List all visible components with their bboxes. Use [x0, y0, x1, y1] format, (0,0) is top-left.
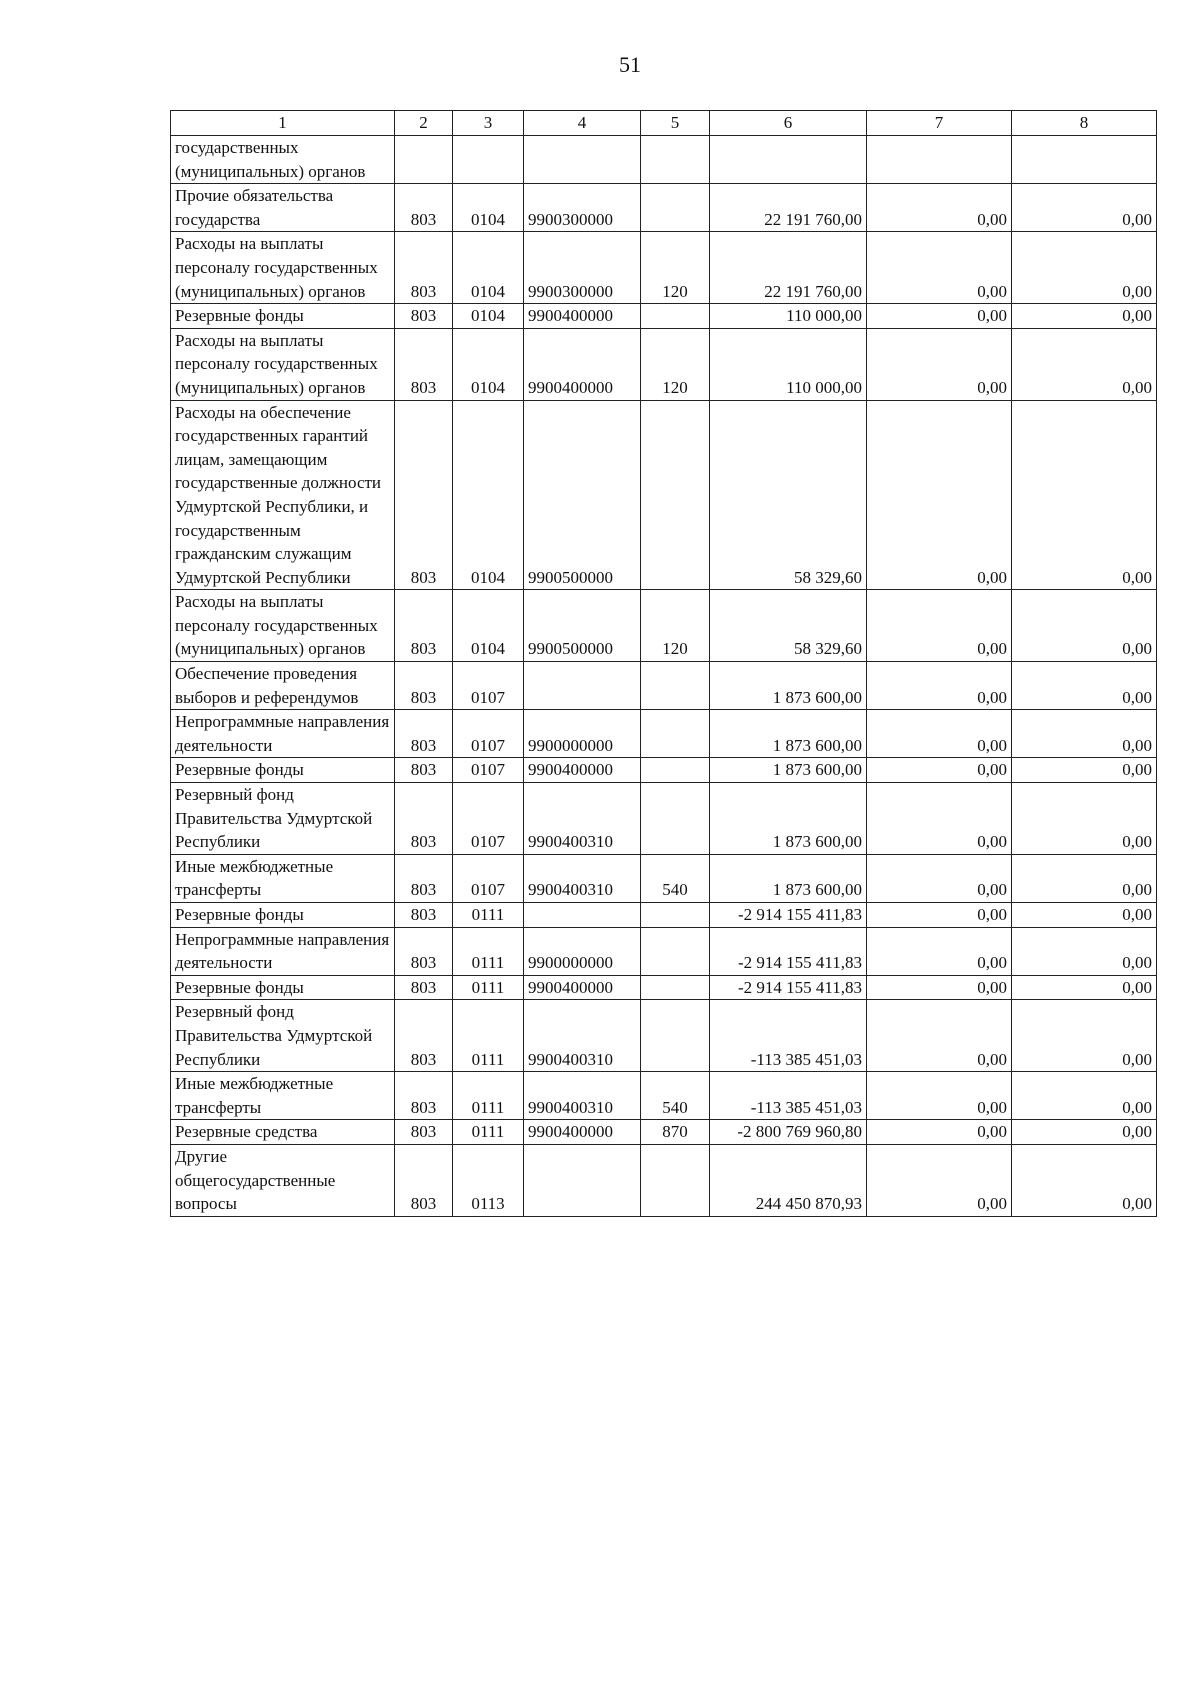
table-row	[171, 184, 1157, 232]
amount-cell-col7: 0,00	[867, 1120, 1012, 1145]
amount-cell: 58 329,60	[710, 400, 867, 590]
amount-cell: 1 873 600,00	[710, 854, 867, 902]
target-article-cell: 9900400000	[524, 328, 641, 400]
section-code-cell: 0107	[453, 758, 524, 783]
amount-cell: 1 873 600,00	[710, 662, 867, 710]
amount-cell-col8: 0,00	[1012, 975, 1157, 1000]
expense-type-cell	[641, 136, 710, 184]
section-code-cell: 0111	[453, 975, 524, 1000]
expense-type-cell	[641, 783, 710, 855]
target-article-cell: 9900400000	[524, 758, 641, 783]
section-code-cell: 0107	[453, 783, 524, 855]
ministry-code-cell: 803	[395, 975, 453, 1000]
expense-type-cell	[641, 184, 710, 232]
amount-cell-col7	[867, 136, 1012, 184]
target-article-cell: 9900400310	[524, 1000, 641, 1072]
section-code-cell: 0111	[453, 1072, 524, 1120]
target-article-cell	[524, 1144, 641, 1216]
amount-cell-col7: 0,00	[867, 1072, 1012, 1120]
amount-cell-col7: 0,00	[867, 1144, 1012, 1216]
table-row	[171, 1072, 1157, 1120]
section-code-cell: 0111	[453, 903, 524, 928]
section-code-cell: 0107	[453, 710, 524, 758]
amount-cell-col7: 0,00	[867, 232, 1012, 304]
table-row	[171, 1144, 1157, 1216]
item-name-cell: Непрограммные направления деятельности	[171, 710, 395, 758]
ministry-code-cell: 803	[395, 758, 453, 783]
target-article-cell: 9900400000	[524, 304, 641, 329]
amount-cell-col8: 0,00	[1012, 328, 1157, 400]
item-name-cell: Резервные фонды	[171, 758, 395, 783]
amount-cell-col8: 0,00	[1012, 590, 1157, 662]
amount-cell: 1 873 600,00	[710, 710, 867, 758]
amount-cell: 110 000,00	[710, 328, 867, 400]
ministry-code-cell: 803	[395, 1072, 453, 1120]
table-row	[171, 136, 1157, 184]
expense-type-cell: 540	[641, 1072, 710, 1120]
amount-cell-col7: 0,00	[867, 184, 1012, 232]
item-name-cell: Резервные фонды	[171, 975, 395, 1000]
target-article-cell: 9900500000	[524, 400, 641, 590]
amount-cell-col8: 0,00	[1012, 304, 1157, 329]
amount-cell-col8: 0,00	[1012, 232, 1157, 304]
item-name-cell: Другие общегосударственные вопросы	[171, 1144, 395, 1216]
ministry-code-cell: 803	[395, 783, 453, 855]
amount-cell-col7: 0,00	[867, 758, 1012, 783]
expense-type-cell	[641, 304, 710, 329]
amount-cell-col8: 0,00	[1012, 758, 1157, 783]
item-name-cell: Резервные фонды	[171, 903, 395, 928]
amount-cell: -2 914 155 411,83	[710, 903, 867, 928]
expense-type-cell: 120	[641, 590, 710, 662]
item-name-cell: Резервный фонд Правительства Удмуртской Республики	[171, 783, 395, 855]
header-cell: 2	[395, 111, 453, 136]
amount-cell-col8: 0,00	[1012, 927, 1157, 975]
section-code-cell: 0104	[453, 184, 524, 232]
expense-type-cell	[641, 927, 710, 975]
ministry-code-cell	[395, 136, 453, 184]
amount-cell: 244 450 870,93	[710, 1144, 867, 1216]
header-cell: 6	[710, 111, 867, 136]
item-name-cell: Резервные средства	[171, 1120, 395, 1145]
ministry-code-cell: 803	[395, 1000, 453, 1072]
ministry-code-cell: 803	[395, 662, 453, 710]
target-article-cell: 9900400310	[524, 1072, 641, 1120]
table-row	[171, 927, 1157, 975]
ministry-code-cell: 803	[395, 710, 453, 758]
table-row	[171, 854, 1157, 902]
item-name-cell: Расходы на обеспечение государственных гарантий лицам, замещающим государственные должности Удмуртской Республики, и государственным гражданским служащим Удмуртской Республики	[171, 400, 395, 590]
expense-type-cell	[641, 903, 710, 928]
amount-cell-col8: 0,00	[1012, 854, 1157, 902]
amount-cell-col8: 0,00	[1012, 1072, 1157, 1120]
target-article-cell	[524, 903, 641, 928]
table-row	[171, 400, 1157, 590]
section-code-cell: 0104	[453, 232, 524, 304]
header-cell: 7	[867, 111, 1012, 136]
table-body	[171, 136, 1157, 1217]
amount-cell-col8	[1012, 136, 1157, 184]
target-article-cell	[524, 136, 641, 184]
amount-cell-col8: 0,00	[1012, 400, 1157, 590]
ministry-code-cell: 803	[395, 590, 453, 662]
ministry-code-cell: 803	[395, 927, 453, 975]
expense-type-cell	[641, 710, 710, 758]
item-name-cell: Прочие обязательства государства	[171, 184, 395, 232]
item-name-cell: Непрограммные направления деятельности	[171, 927, 395, 975]
amount-cell: 1 873 600,00	[710, 783, 867, 855]
section-code-cell: 0113	[453, 1144, 524, 1216]
ministry-code-cell: 803	[395, 400, 453, 590]
amount-cell-col7: 0,00	[867, 903, 1012, 928]
target-article-cell: 9900500000	[524, 590, 641, 662]
target-article-cell	[524, 662, 641, 710]
section-code-cell: 0104	[453, 590, 524, 662]
table-row	[171, 758, 1157, 783]
ministry-code-cell: 803	[395, 328, 453, 400]
section-code-cell: 0111	[453, 1120, 524, 1145]
target-article-cell: 9900400310	[524, 854, 641, 902]
table-row	[171, 304, 1157, 329]
amount-cell: -2 800 769 960,80	[710, 1120, 867, 1145]
table-row	[171, 903, 1157, 928]
item-name-cell: Расходы на выплаты персоналу государственных (муниципальных) органов	[171, 328, 395, 400]
table-header-row	[171, 111, 1157, 136]
amount-cell-col8: 0,00	[1012, 662, 1157, 710]
amount-cell-col7: 0,00	[867, 1000, 1012, 1072]
expense-type-cell	[641, 758, 710, 783]
amount-cell: -2 914 155 411,83	[710, 975, 867, 1000]
amount-cell: 110 000,00	[710, 304, 867, 329]
amount-cell: 22 191 760,00	[710, 232, 867, 304]
table-header	[171, 111, 1157, 136]
expense-type-cell: 120	[641, 328, 710, 400]
page-number: 51	[619, 52, 641, 77]
header-cell: 8	[1012, 111, 1157, 136]
table-row	[171, 232, 1157, 304]
amount-cell-col8: 0,00	[1012, 783, 1157, 855]
target-article-cell: 9900000000	[524, 710, 641, 758]
section-code-cell: 0104	[453, 304, 524, 329]
target-article-cell: 9900400000	[524, 975, 641, 1000]
amount-cell-col8: 0,00	[1012, 710, 1157, 758]
amount-cell-col7: 0,00	[867, 662, 1012, 710]
target-article-cell: 9900300000	[524, 184, 641, 232]
amount-cell-col7: 0,00	[867, 304, 1012, 329]
amount-cell-col7: 0,00	[867, 400, 1012, 590]
header-cell: 5	[641, 111, 710, 136]
table-row	[171, 783, 1157, 855]
ministry-code-cell: 803	[395, 1120, 453, 1145]
ministry-code-cell: 803	[395, 903, 453, 928]
ministry-code-cell: 803	[395, 854, 453, 902]
ministry-code-cell: 803	[395, 184, 453, 232]
table-row	[171, 590, 1157, 662]
amount-cell: -113 385 451,03	[710, 1000, 867, 1072]
section-code-cell: 0104	[453, 400, 524, 590]
expense-type-cell	[641, 1000, 710, 1072]
item-name-cell: Резервные фонды	[171, 304, 395, 329]
amount-cell-col7: 0,00	[867, 975, 1012, 1000]
item-name-cell: Обеспечение проведения выборов и референдумов	[171, 662, 395, 710]
table-row	[171, 710, 1157, 758]
section-code-cell	[453, 136, 524, 184]
amount-cell-col8: 0,00	[1012, 184, 1157, 232]
header-cell: 1	[171, 111, 395, 136]
amount-cell-col7: 0,00	[867, 783, 1012, 855]
table-row	[171, 662, 1157, 710]
item-name-cell: Иные межбюджетные трансферты	[171, 854, 395, 902]
amount-cell-col7: 0,00	[867, 927, 1012, 975]
ministry-code-cell: 803	[395, 304, 453, 329]
amount-cell-col8: 0,00	[1012, 1000, 1157, 1072]
expense-type-cell	[641, 662, 710, 710]
amount-cell-col8: 0,00	[1012, 1120, 1157, 1145]
expense-type-cell: 120	[641, 232, 710, 304]
section-code-cell: 0111	[453, 1000, 524, 1072]
amount-cell-col8: 0,00	[1012, 1144, 1157, 1216]
amount-cell: 58 329,60	[710, 590, 867, 662]
amount-cell: 1 873 600,00	[710, 758, 867, 783]
table-row	[171, 1120, 1157, 1145]
budget-table	[170, 110, 1157, 1217]
ministry-code-cell: 803	[395, 1144, 453, 1216]
section-code-cell: 0107	[453, 662, 524, 710]
item-name-cell: государственных (муниципальных) органов	[171, 136, 395, 184]
item-name-cell: Резервный фонд Правительства Удмуртской Республики	[171, 1000, 395, 1072]
table-row	[171, 975, 1157, 1000]
amount-cell: -113 385 451,03	[710, 1072, 867, 1120]
amount-cell-col7: 0,00	[867, 590, 1012, 662]
ministry-code-cell: 803	[395, 232, 453, 304]
expense-type-cell	[641, 1144, 710, 1216]
section-code-cell: 0104	[453, 328, 524, 400]
section-code-cell: 0107	[453, 854, 524, 902]
amount-cell: -2 914 155 411,83	[710, 927, 867, 975]
amount-cell-col7: 0,00	[867, 328, 1012, 400]
item-name-cell: Расходы на выплаты персоналу государственных (муниципальных) органов	[171, 232, 395, 304]
header-cell: 4	[524, 111, 641, 136]
amount-cell-col7: 0,00	[867, 854, 1012, 902]
target-article-cell: 9900000000	[524, 927, 641, 975]
target-article-cell: 9900300000	[524, 232, 641, 304]
target-article-cell: 9900400310	[524, 783, 641, 855]
amount-cell-col7: 0,00	[867, 710, 1012, 758]
table-row	[171, 1000, 1157, 1072]
amount-cell	[710, 136, 867, 184]
section-code-cell: 0111	[453, 927, 524, 975]
item-name-cell: Расходы на выплаты персоналу государственных (муниципальных) органов	[171, 590, 395, 662]
header-cell: 3	[453, 111, 524, 136]
expense-type-cell: 540	[641, 854, 710, 902]
expense-type-cell: 870	[641, 1120, 710, 1145]
expense-type-cell	[641, 400, 710, 590]
table-row	[171, 328, 1157, 400]
item-name-cell: Иные межбюджетные трансферты	[171, 1072, 395, 1120]
expense-type-cell	[641, 975, 710, 1000]
amount-cell-col8: 0,00	[1012, 903, 1157, 928]
amount-cell: 22 191 760,00	[710, 184, 867, 232]
target-article-cell: 9900400000	[524, 1120, 641, 1145]
